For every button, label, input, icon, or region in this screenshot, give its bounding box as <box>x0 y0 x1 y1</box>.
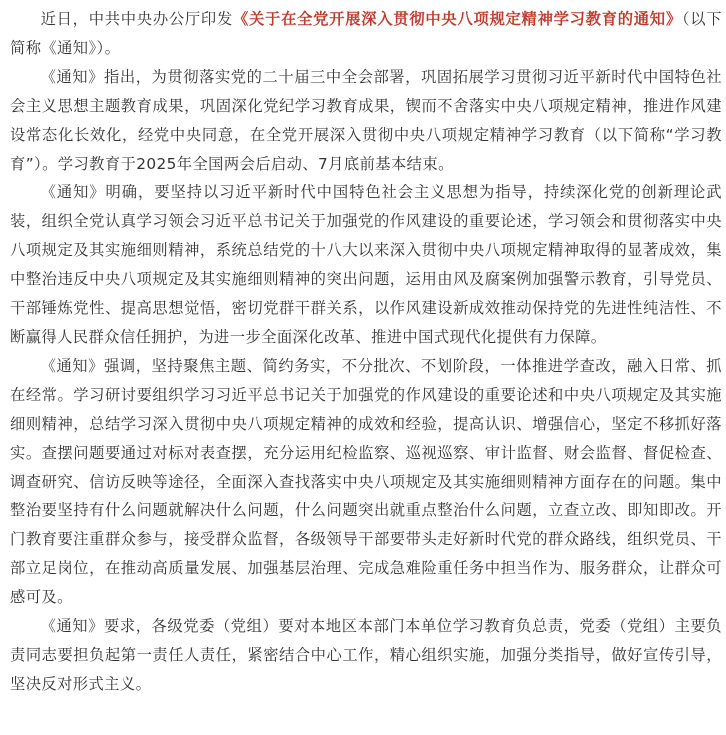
paragraph-requirements: 《通知》要求，各级党委（党组）要对本地区本部门本单位学习教育负总责，党委（党组）主要负责同志要担负起第一责任人责任，紧密结合中心工作，精心组织实施，加强分类指导，做好宣传引导，坚决反对形式主义。 <box>10 617 722 693</box>
paragraph-intro <box>10 5 722 63</box>
notice-title-link[interactable]: 《关于在全党开展深入贯彻中央八项规定精神学习教育的通知》 <box>232 10 682 28</box>
intro-abbreviation: （以下简称《通知》）。 <box>10 10 722 57</box>
paragraph-purpose: 《通知》指出，为贯彻落实党的二十届三中全会部署，巩固拓展学习贯彻习近平新时代中国特色社会主义思想主题教育成果，巩固深化党纪学习教育成果，锲而不舍落实中央八项规定精神，推进作风建设常态化长效化，经党中央同意，在全党开展深入贯彻中央八项规定精神学习教育（以下简称“学习教育”）。学习教育于2025年全国两会后启动、7月底前基本结束。 <box>10 67 722 173</box>
paragraph-guidance: 《通知》明确，要坚持以习近平新时代中国特色社会主义思想为指导，持续深化党的创新理论武装，组织全党认真学习领会习近平总书记关于加强党的作风建设的重要论述，学习领会和贯彻落实中央八项规定及其实施细则精神，系统总结党的十八大以来深入贯彻中央八项规定精神取得的显著成效，集中整治违反中央八项规定及其实施细则精神的突出问题，运用由风及腐案例加强警示教育，引导党员、干部锤炼党性、提高思想觉悟，密切党群干群关系，以作风建设新成效推动保持党的先进性纯洁性、不断赢得人民群众信任拥护，为进一步全面深化改革、推进中国式现代化提供有力保障。 <box>10 183 722 346</box>
intro-text: 近日，中共中央办公厅印发 <box>40 10 233 28</box>
paragraph-emphasis: 《通知》强调，坚持聚焦主题、简约务实，不分批次、不划阶段，一体推进学查改，融入日常、抓在经常。学习研讨要组织学习习近平总书记关于加强党的作风建设的重要论述和中央八项规定及其实施细则精神，总结学习深入贯彻中央八项规定精神的成效和经验，提高认识、增强信心，坚定不移抓好落实。查摆问题要通过对标对表查摆，充分运用纪检监察、巡视巡察、审计监督、财会监督、督促检查、调查研究、信访反映等途径，全面深入查找落实中央八项规定及其实施细则精神方面存在的问题。集中整治要坚持有什么问题就解决什么问题，什么问题突出就重点整治什么问题，立查立改、即知即改。开门教育要注重群众参与，接受群众监督，各级领导干部要带头走好新时代党的群众路线，组织党员、干部立足岗位，在推动高质量发展、加强基层治理、完成急难险重任务中担当作为、服务群众，让群众可感可及。 <box>10 356 722 607</box>
